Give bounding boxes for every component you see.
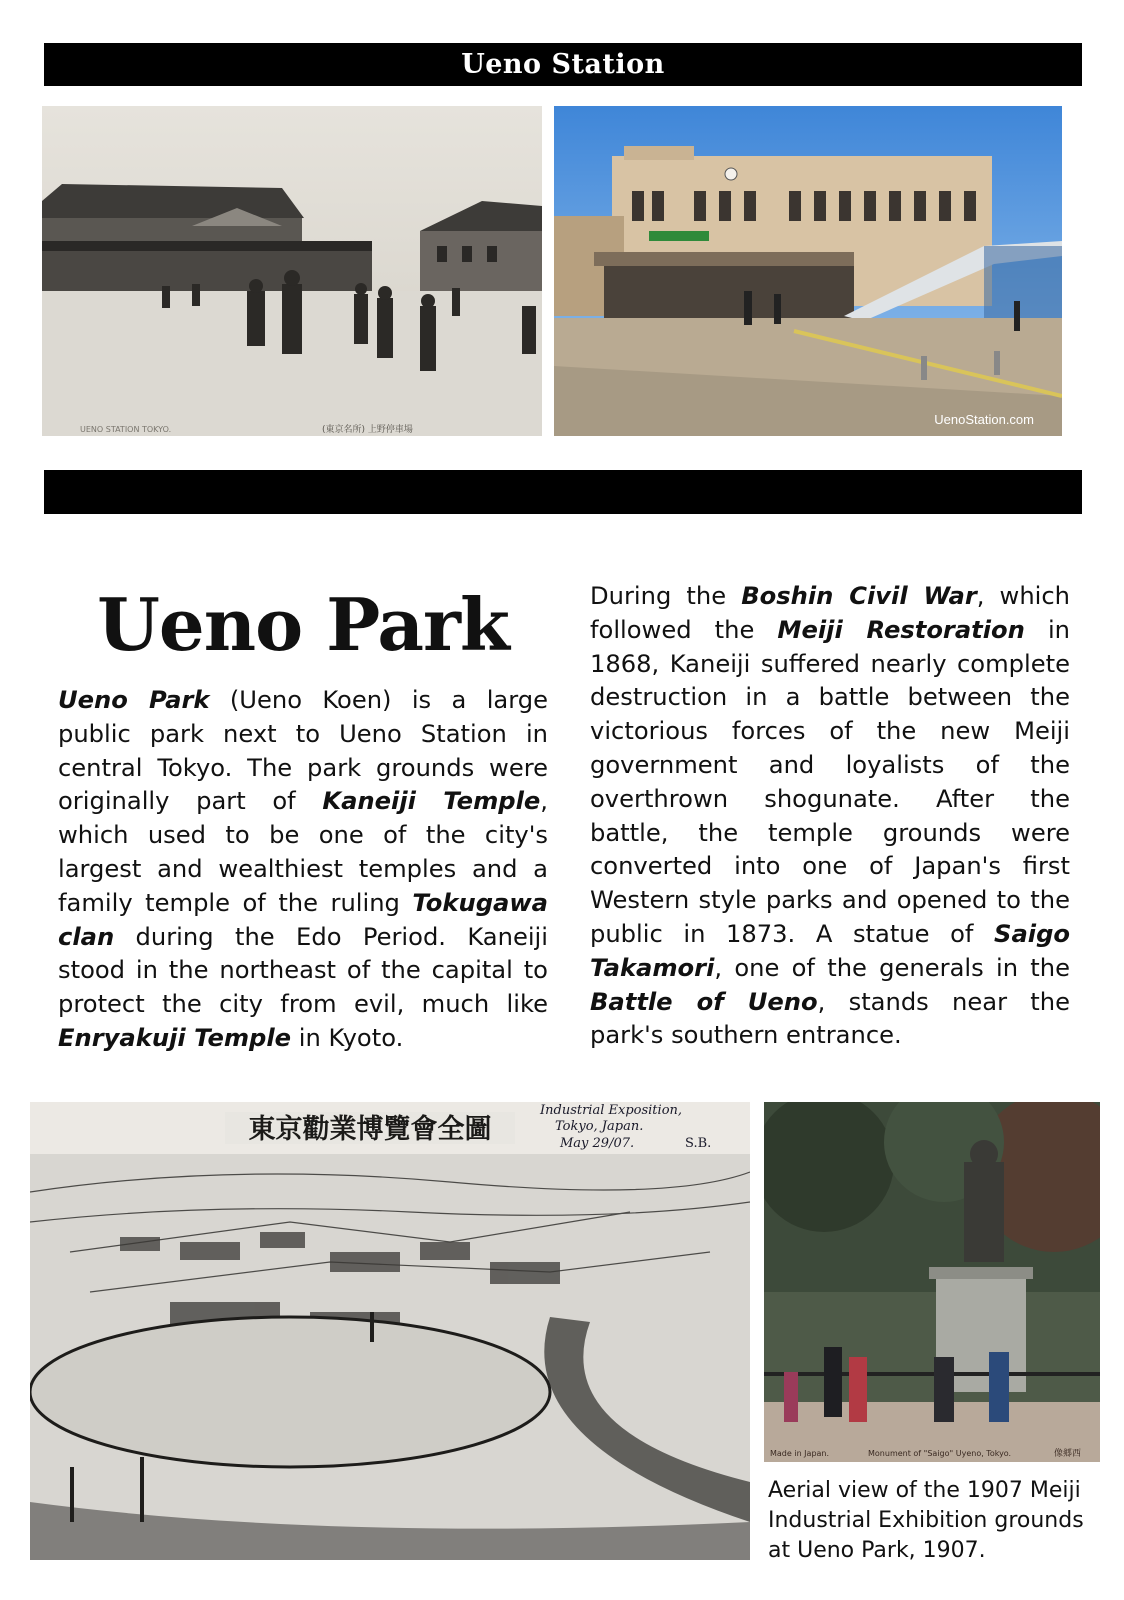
emphasized-term: Enryakuji Temple: [58, 1023, 292, 1052]
body-text: , stands near the park's southern entrance.: [590, 987, 1070, 1050]
body-text: (Ueno Koen) is a large public park next to Ueno Station in central Tokyo. The park grounds were originally part of: [58, 686, 548, 816]
header-bar: [44, 43, 1082, 86]
article-title: Ueno Park: [97, 582, 509, 667]
old-photo-caption-en: UENO STATION TOKYO.: [80, 425, 172, 434]
emphasized-term: Battle of Ueno: [590, 987, 818, 1016]
body-text: in Kyoto.: [291, 1023, 404, 1052]
body-text: During the: [590, 582, 742, 610]
modern-station-photo: [554, 106, 1062, 436]
map-initials: S.B.: [685, 1136, 712, 1151]
statue-print-mid: Monument of "Saigo" Uyeno, Tokyo.: [868, 1449, 1012, 1458]
body-text: , one of the generals in the: [714, 953, 1070, 982]
emphasized-term: Boshin Civil War: [741, 582, 977, 610]
map-handwriting-2: Tokyo, Japan.: [555, 1119, 644, 1134]
modern-photo-watermark: UenoStation.com: [934, 412, 1034, 427]
statue-print-left: Made in Japan.: [770, 1449, 830, 1458]
divider-bar: [44, 470, 1082, 514]
map-handwriting-3: May 29/07.: [560, 1136, 635, 1151]
statue-print-right: 像郷西: [1054, 1449, 1082, 1459]
emphasized-term: Tokugawa clan: [58, 888, 548, 951]
article-left-column: [58, 684, 548, 1056]
emphasized-term: Saigo Takamori: [590, 919, 1070, 982]
body-text: in 1868, Kaneiji suffered nearly complete destruction in a battle between the victorious forces of the new Meiji government and loyalists of the overthrown shogunate. After the battle, the temple grounds were converted into one of Japan's first Western style parks and opened to the public in 1873. A statue of: [590, 615, 1070, 948]
body-text: , which used to be one of the city's largest and wealthiest temples and a family temple of the ruling: [58, 787, 548, 917]
photo-caption: Aerial view of the 1907 Meiji Industrial Exhibition grounds at Ueno Park, 1907.: [768, 1478, 1084, 1563]
body-text: , which followed the: [590, 582, 1071, 644]
body-text: during the Edo Period. Kaneiji stood in the northeast of the capital to protect the city from evil, much like: [58, 922, 548, 1019]
saigo-statue-photo: [764, 1102, 1100, 1462]
emphasized-term: Meiji Restoration: [777, 615, 1025, 644]
emphasized-term: Kaneiji Temple: [322, 787, 541, 816]
header-title: Ueno Station: [461, 49, 665, 80]
exhibition-map-photo: [30, 1102, 750, 1560]
map-handwriting-1: Industrial Exposition,: [540, 1103, 683, 1118]
map-title-jp: 東京勸業博覽會全圖: [248, 1114, 492, 1145]
emphasized-term: Ueno Park: [58, 686, 210, 714]
article-right-column: [590, 580, 1070, 1053]
old-photo-caption-jp: (東京名所) 上野停車場: [322, 425, 413, 435]
old-station-photo: [42, 106, 542, 436]
